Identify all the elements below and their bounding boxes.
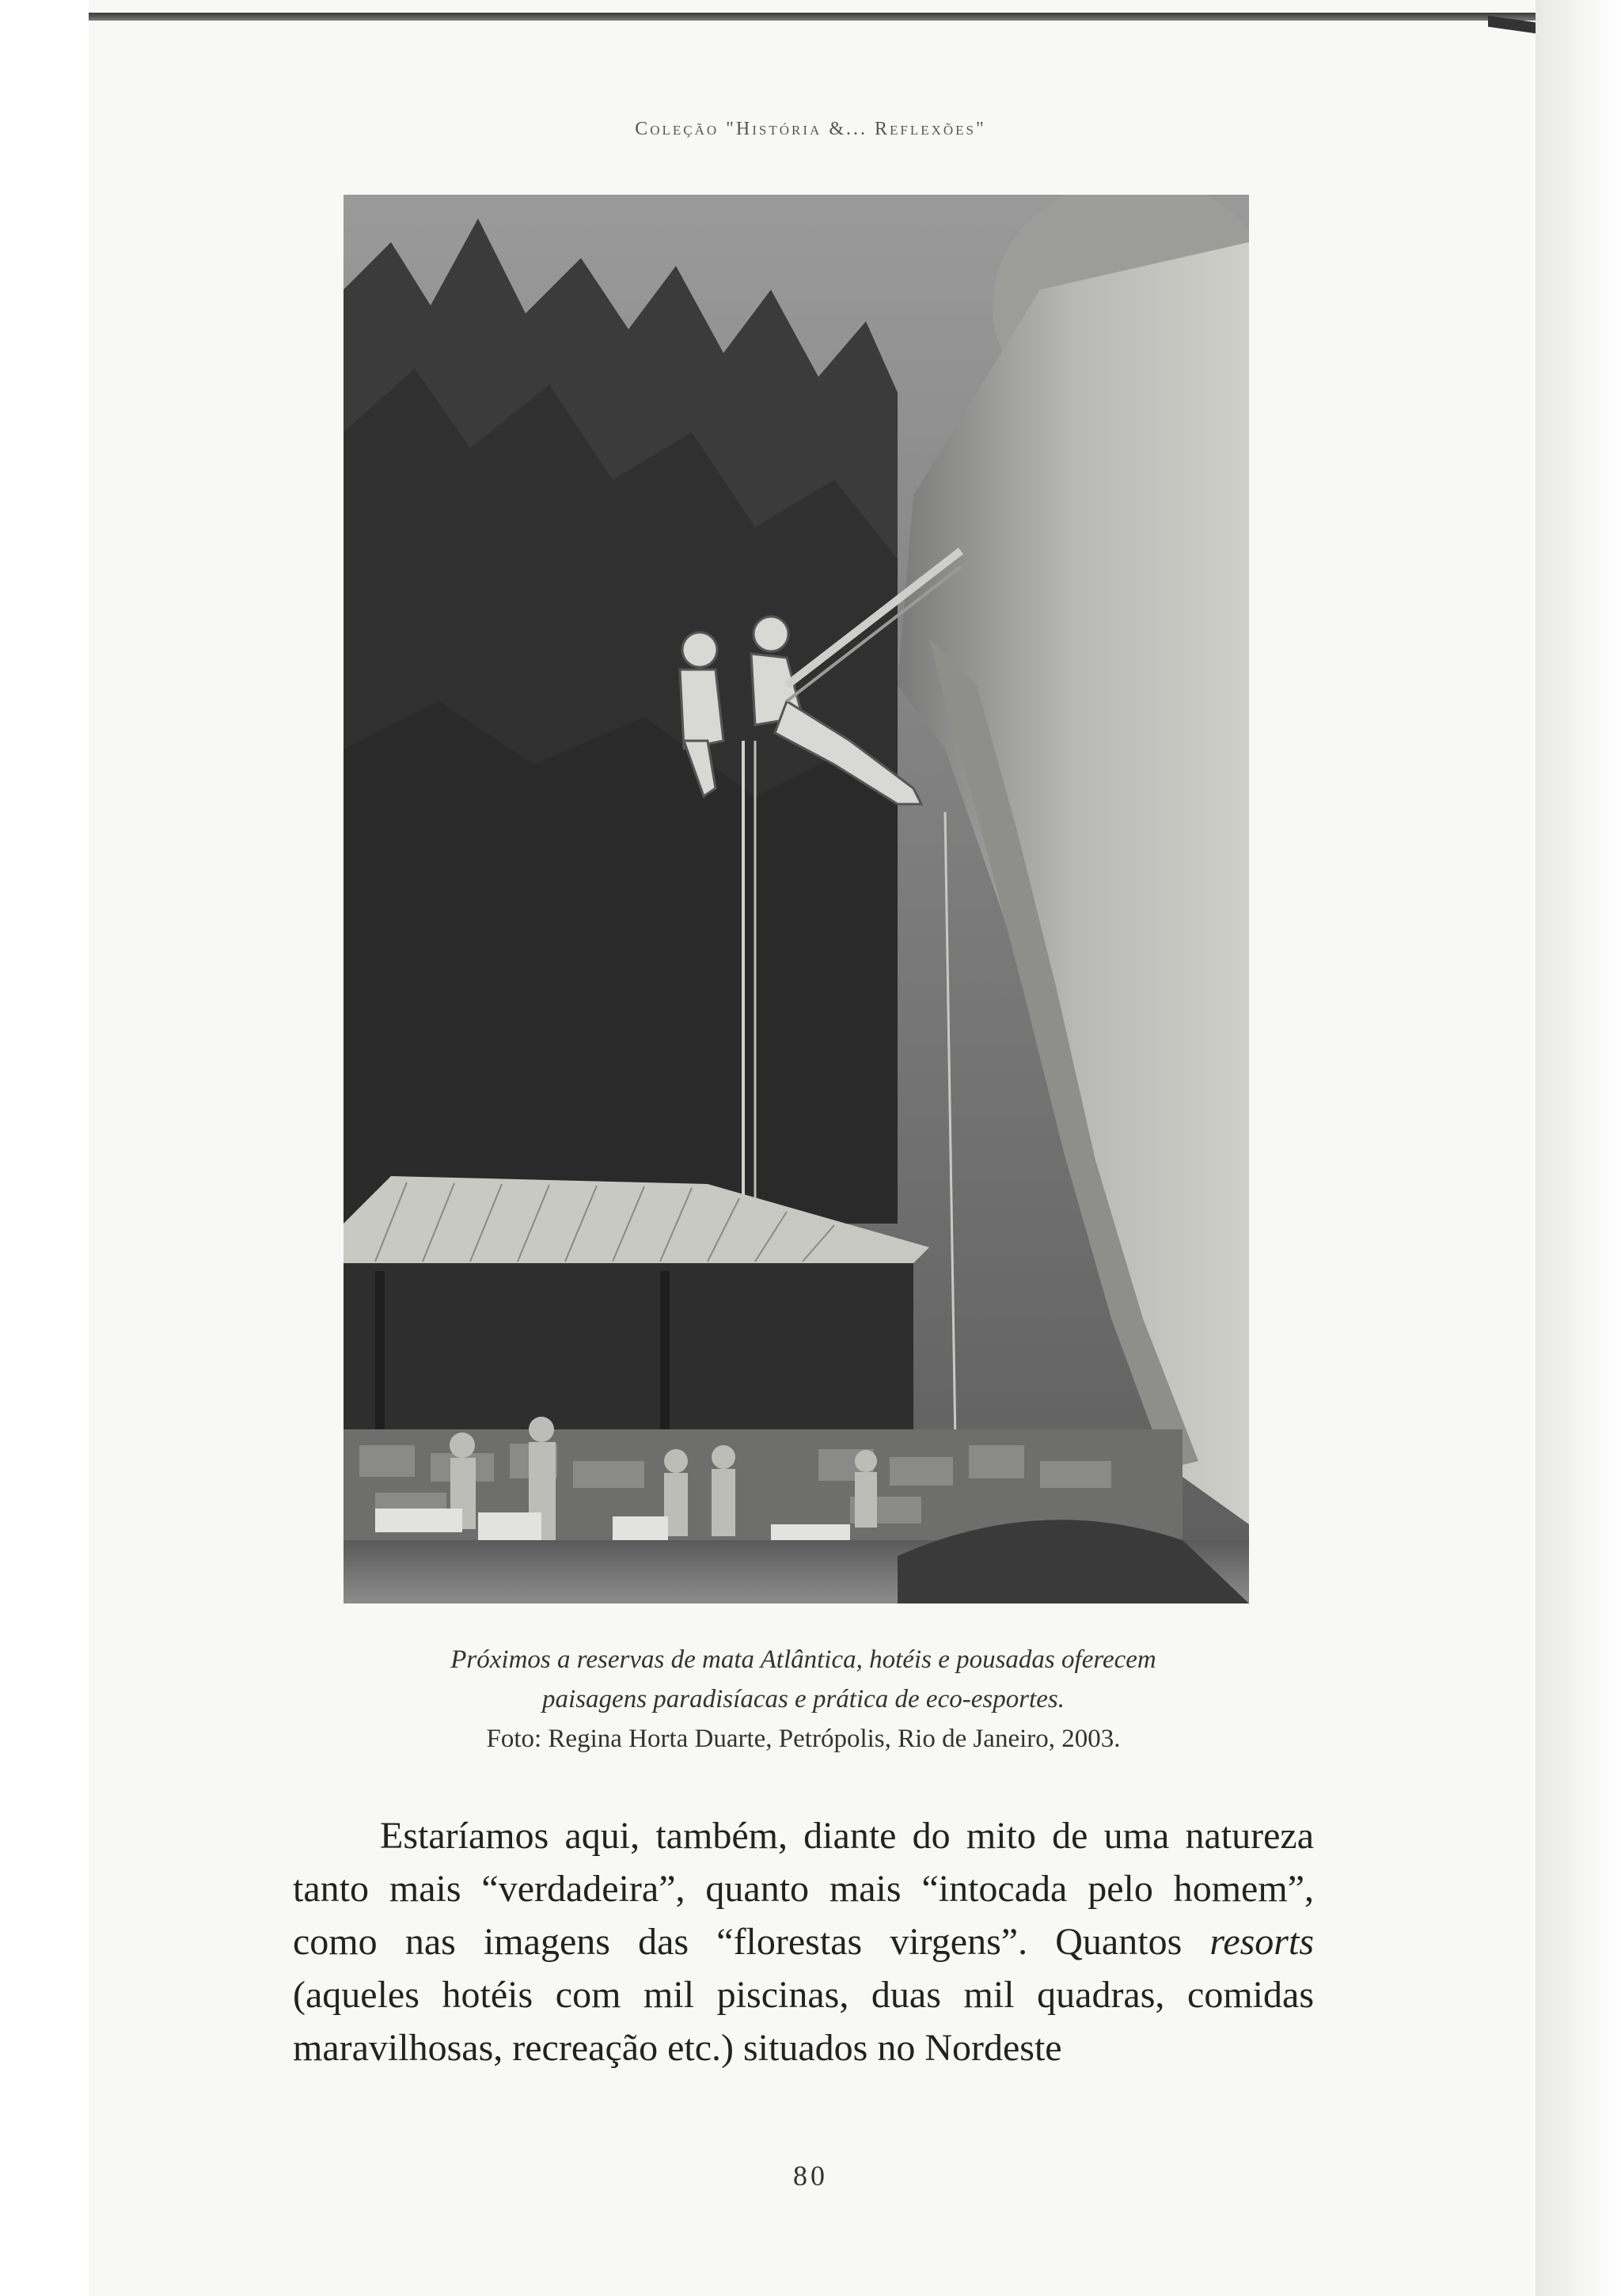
paragraph-text-start: Estaríamos aqui, também, diante do mito de uma natureza tanto mais “verdadeira”, quanto mais “intocada pelo homem”, como nas imagens das “florestas virgens”. Quantos <box>293 1815 1314 1963</box>
page-number: 80 <box>793 2160 828 2192</box>
rappelling-photo <box>344 195 1249 1603</box>
italic-term: resorts <box>1209 1921 1314 1963</box>
page-edge-shadow <box>1536 0 1621 2296</box>
running-head: Coleção "História &... Reflexões" <box>635 119 986 139</box>
caption-line-1: Próximos a reservas de mata Atlântica, hotéis e pousadas oferecem <box>450 1645 1156 1674</box>
photo-credit: Foto: Regina Horta Duarte, Petrópolis, Rio de Janeiro, 2003. <box>486 1725 1121 1753</box>
figure-caption <box>301 1640 1306 1759</box>
top-edge-rule <box>89 13 1543 21</box>
caption-line-2: paisagens paradisíacas e prática de eco-esportes. <box>542 1685 1065 1713</box>
paragraph-text-end: (aqueles hotéis com mil piscinas, duas mil quadras, comidas maravilhosas, recreação etc.) situados no Nordeste <box>293 1974 1314 2069</box>
body-paragraph <box>293 1809 1314 2074</box>
